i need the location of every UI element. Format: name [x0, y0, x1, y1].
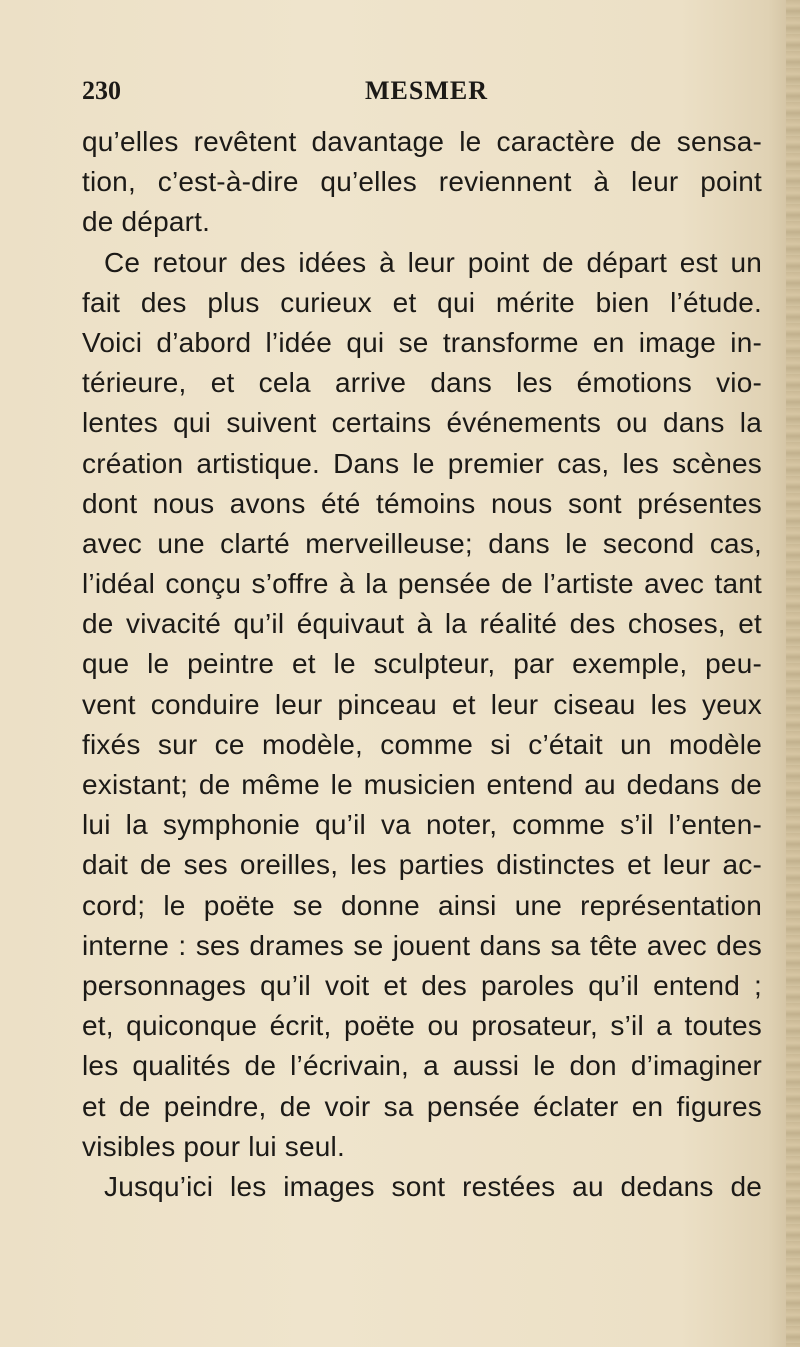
running-head: MESMER [365, 76, 488, 105]
text-line: et de peindre, de voir sa pensée éclater en figures [82, 1090, 762, 1122]
text-line: que le peintre et le sculpteur, par exemple, peu- [82, 648, 762, 680]
text-line: l’idéal conçu s’offre à la pensée de l’artiste avec tant [82, 568, 762, 600]
text-line: existant; de même le musicien entend au dedans de [82, 769, 762, 800]
text-line: de vivacité qu’il équivaut à la réalité des choses, et [82, 608, 762, 640]
text-line: lui la symphonie qu’il va noter, comme s’il l’enten- [82, 809, 762, 841]
text-line: visibles pour lui seul. [82, 1130, 345, 1162]
text-line: Ce retour des idées à leur point de départ est un [104, 246, 762, 278]
text-line: dont nous avons été témoins nous sont présentes [82, 487, 762, 519]
page-number: 230 [82, 76, 121, 105]
text-line: tion, c’est-à-dire qu’elles reviennent à leur point [82, 166, 762, 198]
text-line: avec une clarté merveilleuse; dans le second cas, [82, 527, 762, 559]
text-line: fixés sur ce modèle, comme si c’était un modèle [82, 728, 762, 760]
text-line: de départ. [82, 206, 211, 238]
text-line: lentes qui suivent certains événements ou dans la [82, 407, 762, 439]
body-text [82, 122, 762, 1207]
text-line: Voici d’abord l’idée qui se transforme en image in- [82, 326, 762, 358]
text-line: interne : ses drames se jouent dans sa tête avec des [82, 929, 762, 961]
text-line: Jusqu’ici les images sont restées au dedans de [104, 1170, 762, 1202]
page-header [82, 76, 762, 116]
text-line: qu’elles revêtent davantage le caractère de sensa- [82, 126, 762, 157]
text-line: les qualités de l’écrivain, a aussi le don d’imaginer [82, 1050, 762, 1082]
text-line: dait de ses oreilles, les parties distinctes et leur ac- [82, 849, 762, 881]
text-line: création artistique. Dans le premier cas, les scènes [82, 447, 762, 479]
text-line: vent conduire leur pinceau et leur ciseau les yeux [82, 688, 762, 720]
text-line: personnages qu’il voit et des paroles qu’il entend ; [82, 969, 762, 1001]
text-line: et, quiconque écrit, poëte ou prosateur, s’il a toutes [82, 1010, 762, 1042]
text-line: cord; le poëte se donne ainsi une représentation [82, 889, 762, 921]
text-line: fait des plus curieux et qui mérite bien l’étude. [82, 286, 762, 318]
page-edge [786, 0, 800, 1347]
text-line: térieure, et cela arrive dans les émotions vio- [82, 367, 762, 399]
